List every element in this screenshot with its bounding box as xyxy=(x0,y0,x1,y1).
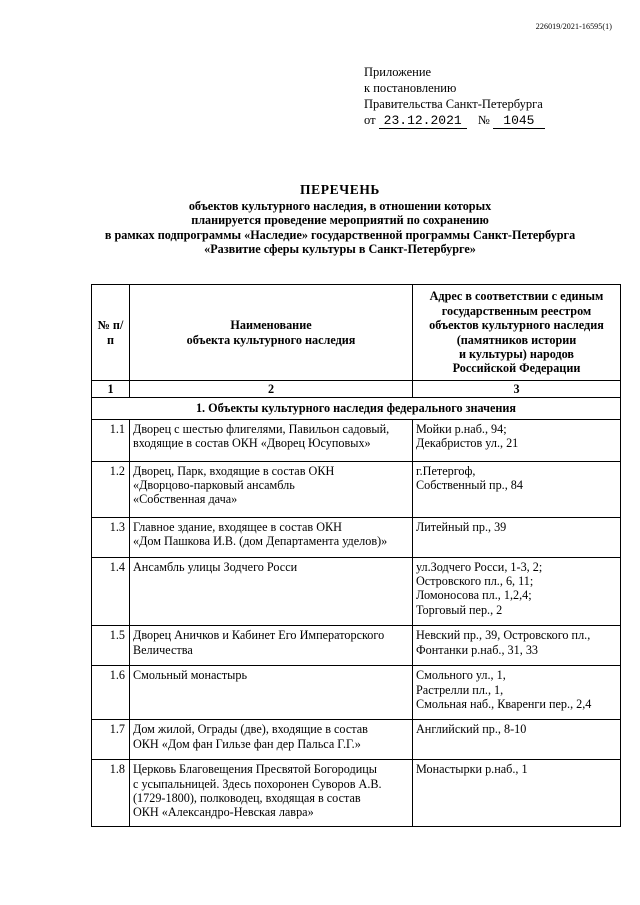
object-name xyxy=(130,760,413,827)
object-address xyxy=(413,760,621,827)
object-address-line: Литейный пр., 39 xyxy=(416,519,507,534)
object-name-line: Величества xyxy=(133,642,193,657)
section-title: 1. Объекты культурного наследия федерального значения xyxy=(92,398,621,419)
table-row xyxy=(92,760,621,827)
object-name-line: ОКН «Дом фан Гильзе фан дер Пальса Г.Г.» xyxy=(133,736,361,751)
object-address-line: Декабристов ул., 21 xyxy=(416,436,519,451)
appendix-line-2: к постановлению xyxy=(364,81,457,95)
object-address xyxy=(413,557,621,626)
row-number: 1.3 xyxy=(92,517,130,557)
column-number-3: 3 xyxy=(413,381,621,398)
object-name xyxy=(130,720,413,760)
row-number: 1.7 xyxy=(92,720,130,760)
table-row xyxy=(92,720,621,760)
object-address xyxy=(413,626,621,666)
column-number-2: 2 xyxy=(130,381,413,398)
header-address-line-1: Адрес в соответствии с единым xyxy=(429,289,604,304)
header-address-line-3: объектов культурного наследия xyxy=(429,318,604,333)
title-line-3: в рамках подпрограммы «Наследие» государственной программы Санкт-Петербурга xyxy=(104,227,576,242)
header-address-line-6: Российской Федерации xyxy=(452,361,581,376)
column-numbers-row xyxy=(92,381,621,398)
number-label: № xyxy=(477,113,490,127)
object-name-line: Ансамбль улицы Зодчего Росси xyxy=(133,559,298,574)
object-address-line: г.Петергоф, xyxy=(416,463,476,478)
object-name-line: «Дворцово-парковый ансамбль xyxy=(133,478,295,493)
object-name-line: ОКН «Александро-Невская лавра» xyxy=(133,805,314,820)
object-name-line: Дом жилой, Ограды (две), входящие в состав xyxy=(133,722,368,737)
resolution-date: 23.12.2021 xyxy=(379,114,467,129)
object-name-line: Главное здание, входящее в состав ОКН xyxy=(133,519,342,534)
table-row xyxy=(92,557,621,626)
object-address xyxy=(413,666,621,720)
table-row xyxy=(92,626,621,666)
object-name-line: «Собственная дача» xyxy=(133,492,238,507)
object-name xyxy=(130,626,413,666)
object-name-line: Дворец, Парк, входящие в состав ОКН xyxy=(133,463,335,478)
object-address-line: Английский пр., 8-10 xyxy=(416,722,527,737)
object-address-line: Фонтанки р.наб., 31, 33 xyxy=(416,642,539,657)
appendix-block xyxy=(364,64,545,129)
title-line-1: объектов культурного наследия, в отношении которых xyxy=(188,198,492,213)
header-address-line-5: и культуры) народов xyxy=(458,346,575,361)
row-number: 1.8 xyxy=(92,760,130,827)
object-name xyxy=(130,666,413,720)
object-name-line: Церковь Благовещения Пресвятой Богородицы xyxy=(133,762,377,777)
object-address xyxy=(413,720,621,760)
resolution-number: 1045 xyxy=(493,114,545,129)
object-address-line: ул.Зодчего Росси, 1-3, 2; xyxy=(416,559,543,574)
appendix-line-1: Приложение xyxy=(364,65,432,79)
title-main: ПЕРЕЧЕНЬ xyxy=(300,182,380,197)
object-address-line: Ломоносова пл., 1,2,4; xyxy=(416,588,532,603)
object-address-line: Невский пр., 39, Островского пл., xyxy=(416,628,591,643)
object-name xyxy=(130,557,413,626)
object-address xyxy=(413,517,621,557)
heritage-objects-table xyxy=(91,284,621,827)
object-address-line: Торговый пер., 2 xyxy=(416,602,503,617)
object-address-line: Монастырки р.наб., 1 xyxy=(416,762,528,777)
object-address-line: Островского пл., 6, 11; xyxy=(416,574,534,589)
object-name xyxy=(130,517,413,557)
object-address-line: Смольного ул., 1, xyxy=(416,668,506,683)
object-name-line: с усыпальницей. Здесь похоронен Суворов А.В. xyxy=(133,776,382,791)
from-label: от xyxy=(364,113,376,127)
object-name-line: «Дом Пашкова И.В. (дом Департамента уделов)» xyxy=(133,534,388,549)
section-row xyxy=(92,398,621,419)
object-address-line: Растрелли пл., 1, xyxy=(416,682,504,697)
document-registration-number: 226019/2021-16595(1) xyxy=(535,22,612,31)
header-name-line-1: Наименование xyxy=(230,318,312,333)
header-address-line-4: (памятников истории xyxy=(456,332,577,347)
title-line-4: «Развитие сферы культуры в Санкт-Петербурге» xyxy=(204,242,476,257)
title-line-2: планируется проведение мероприятий по сохранению xyxy=(191,213,489,228)
table-row xyxy=(92,461,621,517)
object-name-line: Дворец с шестью флигелями, Павильон садовый, xyxy=(133,421,390,436)
row-number: 1.2 xyxy=(92,461,130,517)
object-name-line: (1729-1800), полководец, входящая в состав xyxy=(133,790,361,805)
header-address-line-2: государственным реестром xyxy=(441,303,592,318)
row-number: 1.4 xyxy=(92,557,130,626)
object-name xyxy=(130,461,413,517)
row-number: 1.1 xyxy=(92,419,130,461)
object-address xyxy=(413,461,621,517)
table-row xyxy=(92,419,621,461)
header-num: № п/п xyxy=(92,285,130,381)
object-name-line: Дворец Аничков и Кабинет Его Императорского xyxy=(133,628,385,643)
table-row xyxy=(92,666,621,720)
object-address-line: Смольная наб., Кваренги пер., 2,4 xyxy=(416,696,592,711)
object-name xyxy=(130,419,413,461)
document-title xyxy=(60,183,620,257)
appendix-date-line xyxy=(364,112,545,129)
row-number: 1.5 xyxy=(92,626,130,666)
appendix-line-3: Правительства Санкт-Петербурга xyxy=(364,97,543,111)
column-number-1: 1 xyxy=(92,381,130,398)
object-address-line: Собственный пр., 84 xyxy=(416,478,523,493)
object-address xyxy=(413,419,621,461)
header-name-line-2: объекта культурного наследия xyxy=(186,332,356,347)
header-name xyxy=(130,285,413,381)
row-number: 1.6 xyxy=(92,666,130,720)
header-address xyxy=(413,285,621,381)
table-row xyxy=(92,517,621,557)
object-address-line: Мойки р.наб., 94; xyxy=(416,421,507,436)
object-name-line: Смольный монастырь xyxy=(133,668,248,683)
object-name-line: входящие в состав ОКН «Дворец Юсуповых» xyxy=(133,436,371,451)
table-header-row xyxy=(92,285,621,381)
